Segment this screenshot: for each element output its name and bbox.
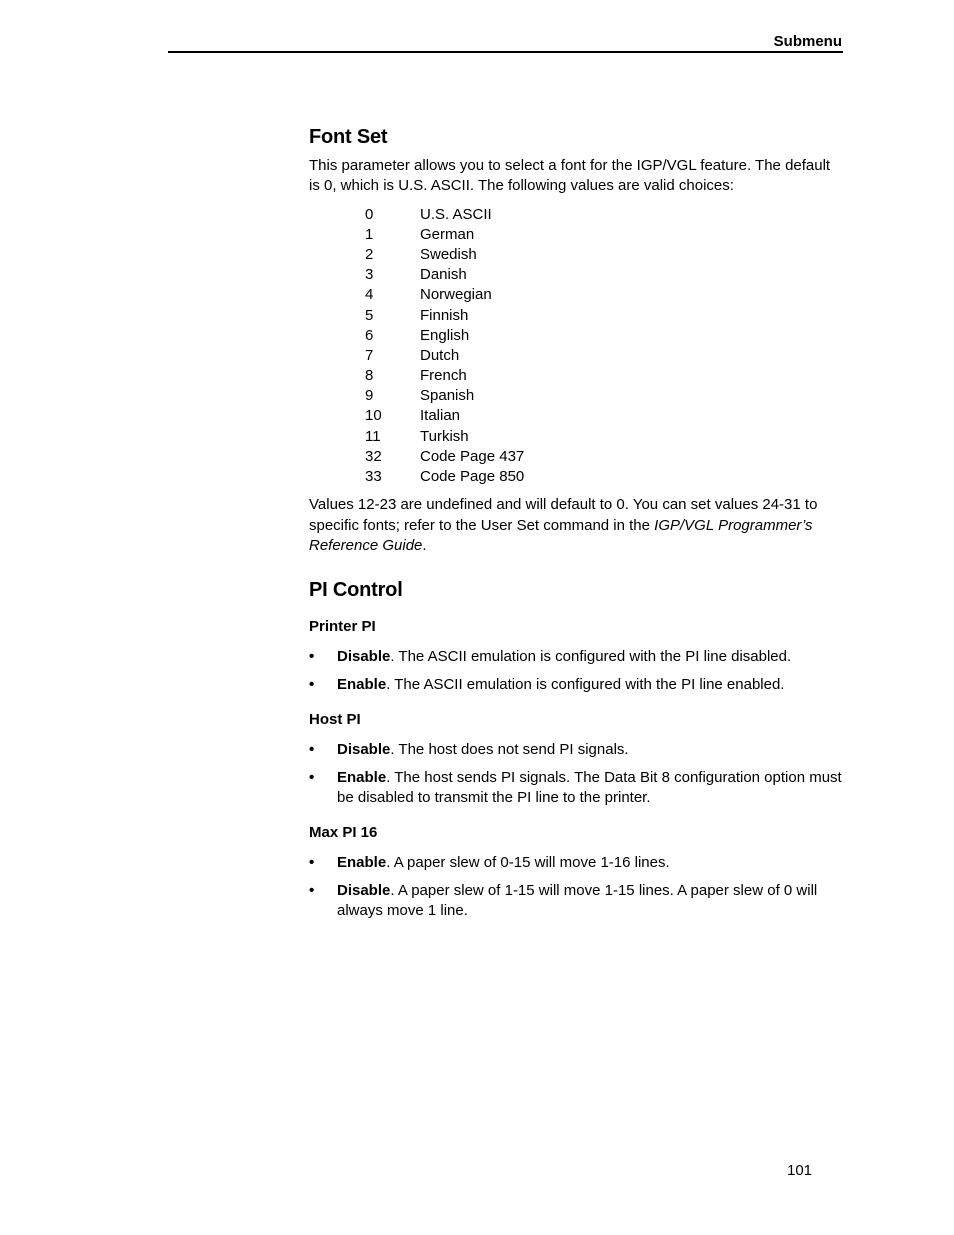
font-number: 32 — [365, 447, 382, 465]
max-pi-16-list — [309, 853, 844, 922]
font-number: 5 — [365, 306, 374, 324]
option-label: Enable — [337, 676, 387, 694]
font-table — [365, 205, 844, 488]
font-row — [365, 406, 844, 426]
list-item — [309, 647, 844, 667]
font-row — [365, 467, 844, 487]
list-item — [309, 675, 844, 695]
max-pi-16-heading: Max PI 16 — [309, 823, 378, 841]
font-row — [365, 326, 844, 346]
option-description: . A paper slew of 1-15 will move 1-15 lines. A paper slew of 0 will always move 1 line. — [337, 881, 818, 920]
option-description: . The ASCII emulation is configured with the PI line enabled. — [386, 676, 785, 694]
font-number: 7 — [365, 346, 374, 364]
font-number: 6 — [365, 326, 374, 344]
font-name: Swedish — [420, 245, 477, 263]
page-number: 101 — [787, 1162, 813, 1179]
list-item — [309, 768, 844, 809]
font-name: U.S. ASCII — [420, 205, 492, 223]
font-row — [365, 205, 844, 225]
pi-control-heading: PI Control — [309, 579, 403, 602]
font-set-note-text: Values 12-23 are undefined and will default to 0. You can set values 24-31 to specific fonts; refer to the User Set command in the — [309, 496, 818, 534]
printer-pi-heading: Printer PI — [309, 618, 376, 636]
font-row — [365, 285, 844, 305]
host-pi-list — [309, 740, 844, 809]
font-number: 33 — [365, 468, 382, 486]
font-row — [365, 427, 844, 447]
font-number: 0 — [365, 205, 374, 223]
font-name: Danish — [420, 266, 467, 284]
bullet-icon: • — [309, 740, 315, 758]
font-row — [365, 306, 844, 326]
font-number: 9 — [365, 387, 374, 405]
bullet-icon: • — [309, 853, 315, 871]
font-row — [365, 386, 844, 406]
font-name: Turkish — [420, 427, 469, 445]
font-set-heading: Font Set — [309, 126, 388, 148]
font-number: 3 — [365, 266, 374, 284]
font-name: Norwegian — [420, 286, 492, 304]
font-number: 11 — [365, 427, 381, 445]
bullet-icon: • — [309, 676, 315, 694]
printer-pi-list — [309, 647, 844, 696]
font-row — [365, 447, 844, 467]
font-row — [365, 245, 844, 265]
bullet-icon: • — [309, 769, 315, 786]
font-number: 8 — [365, 367, 374, 385]
font-row — [365, 265, 844, 285]
list-item — [309, 740, 844, 760]
font-name: Dutch — [420, 346, 460, 364]
font-row — [365, 366, 844, 386]
font-number: 2 — [365, 245, 374, 263]
font-set-note — [309, 495, 844, 556]
host-pi-heading: Host PI — [309, 710, 361, 728]
bullet-icon: • — [309, 881, 315, 899]
font-name: Spanish — [420, 387, 475, 405]
font-name: English — [420, 326, 470, 344]
font-row — [365, 346, 844, 366]
font-name: Code Page 850 — [420, 468, 525, 486]
option-label: Disable — [337, 881, 391, 899]
option-label: Disable — [337, 740, 391, 758]
running-header — [168, 33, 843, 53]
font-name: French — [420, 367, 467, 385]
font-name: German — [420, 225, 475, 243]
bullet-icon: • — [309, 648, 315, 666]
font-set-intro: This parameter allows you to select a font for the IGP/VGL feature. The default is 0, which is U.S. ASCII. The following values are valid choices: — [309, 157, 831, 195]
page-content — [309, 124, 844, 935]
font-row — [365, 225, 844, 245]
font-name: Finnish — [420, 306, 469, 324]
font-number: 10 — [365, 407, 382, 425]
option-description: . The host does not send PI signals. — [390, 740, 629, 758]
option-label: Disable — [337, 648, 391, 666]
option-label: Enable — [337, 853, 387, 871]
font-number: 4 — [365, 286, 374, 304]
option-description: . A paper slew of 0-15 will move 1-16 lines. — [386, 853, 670, 871]
font-set-note-end: . — [422, 536, 427, 554]
list-item — [309, 853, 844, 873]
option-label: Enable — [337, 769, 387, 786]
reference-guide-title: IGP/VGL Programmer’s Reference Guide — [309, 516, 813, 554]
font-name: Italian — [420, 407, 461, 425]
option-description: . The ASCII emulation is configured with the PI line disabled. — [390, 648, 792, 666]
font-number: 1 — [365, 225, 374, 243]
option-description: . The host sends PI signals. The Data Bit 8 configuration option must be disabled to transmit the PI line to the printer. — [337, 769, 842, 807]
font-name: Code Page 437 — [420, 447, 525, 465]
list-item — [309, 881, 844, 922]
running-header-title: Submenu — [773, 33, 842, 50]
